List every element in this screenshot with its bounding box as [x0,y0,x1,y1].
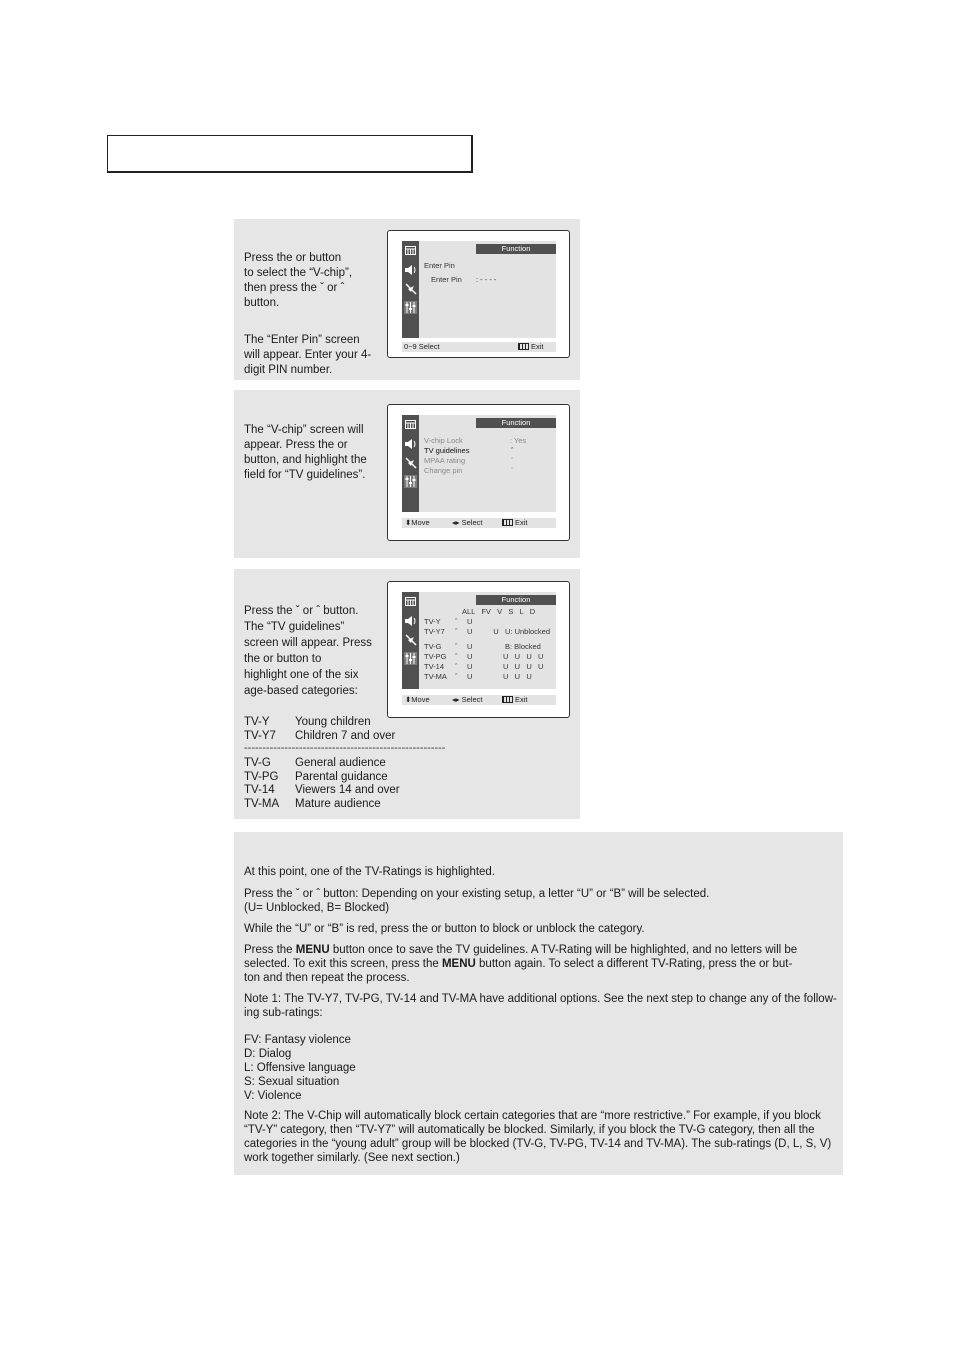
step-panel-rating-details [234,832,843,1175]
rating-row-label[interactable]: TV-Y7 [424,627,445,636]
text-line: age-based categories: [244,685,358,697]
text-span: button once to save the TV guidelines. A TV-Rating will be highlighted, and no letters will be [329,944,798,956]
footer-exit-hint [502,518,528,528]
rating-row-cells[interactable]: U [467,642,473,651]
osd-header: Function [476,418,556,428]
text-line: Note 2: The V-Chip will automatically block certain categories that are “more restrictive.” For example, if you block [244,1110,821,1122]
text-line: Press the ˇ or ˆ button: Depending on your existing setup, a letter “U” or “B” will be selected. [244,888,710,900]
text-line: Press the or button [244,252,342,264]
menu-icon [502,696,513,703]
paragraph [244,887,839,915]
rating-row-label[interactable]: TV-PG [424,652,447,661]
rating-row-arrow: ˆ [455,652,458,661]
setup-icon [404,475,417,488]
footer-move-hint [405,695,430,705]
osd-sidebar [402,592,419,689]
menu-item-vchip-lock[interactable]: V-chip Lock [424,436,463,445]
channel-icon [404,282,417,295]
leftright-icon: ◂▸ [452,695,460,704]
category-row [244,716,371,730]
category-row [244,784,400,798]
text-line: work together similarly. (See next section.) [244,1152,460,1164]
osd-footer [402,518,556,528]
step-panel-vchip [234,390,580,558]
sound-icon [404,614,417,627]
rating-row-label[interactable]: TV-Y [424,617,441,626]
category-desc: Children 7 and over [295,730,396,742]
setup-icon [404,301,417,314]
menu-item-change-pin[interactable]: Change pin [424,466,463,475]
text-line: will appear. Enter your 4- [244,349,372,361]
note2-paragraph [244,1109,839,1165]
move-label: Move [411,695,430,704]
text-line [244,957,839,971]
submenu-arrow: ˆ [511,466,514,475]
category-desc: General audience [295,757,386,769]
text-line: ing sub-ratings: [244,1007,323,1019]
category-row [244,771,388,785]
rating-row-cells[interactable]: U [467,617,473,626]
exit-label: Exit [515,695,528,704]
category-separator: ------------------------------------------------------- [244,742,446,754]
pin-label: Enter Pin [431,275,462,284]
paragraph: While the “U” or “B” is red, press the or button to block or unblock the category. [244,923,645,935]
list-item: V: Violence [244,1090,302,1102]
list-item: S: Sexual situation [244,1076,340,1088]
footer-select-hint [452,518,482,528]
sound-icon [404,263,417,276]
rating-row-cells[interactable]: U U [467,627,499,636]
menu-item-mpaa-rating[interactable]: MPAA rating [424,456,466,465]
paragraph [244,992,839,1020]
text-line: then press the ˇ or ˆ [244,282,345,294]
osd-menu [402,592,556,689]
updown-icon: ⬍ [405,518,412,527]
picture-icon [404,418,417,431]
footer-select-hint [452,695,482,705]
paragraph: At this point, one of the TV-Ratings is highlighted. [244,866,496,878]
category-desc: Young children [295,716,371,728]
rating-row-arrow: ˆ [455,617,458,626]
step3-instructions [244,603,372,699]
menu-icon [502,519,513,526]
rating-row-arrow: ˆ [455,642,458,651]
menu-key-label: MENU [295,944,330,956]
category-code: TV-MA [244,798,280,810]
osd-footer [402,342,556,352]
osd-footer [402,695,556,705]
osd-sidebar [402,241,419,338]
channel-icon [404,633,417,646]
text-line: digit PIN number. [244,364,333,376]
rating-row-label[interactable]: TV-14 [424,662,445,671]
updown-icon: ⬍ [405,695,412,704]
list-item: FV: Fantasy violence [244,1034,351,1046]
select-label: Select [461,518,483,527]
paragraph [244,943,839,985]
category-row [244,798,381,812]
text-line: (U= Unblocked, B= Blocked) [244,902,390,914]
rating-row-arrow: ˆ [455,672,458,681]
tv-screen-enter-pin [387,230,570,358]
category-desc: Viewers 14 and over [295,784,400,796]
list-item: D: Dialog [244,1048,292,1060]
osd-menu [402,241,556,338]
footer-exit-hint [518,342,544,352]
category-row [244,757,386,771]
legend-blocked: B: Blocked [505,642,541,651]
text-line: highlight one of the six [244,669,359,681]
text-line: appear. Press the or [244,439,348,451]
footer-select-hint: 0~9 Select [404,342,440,351]
step1-instructions [244,251,352,311]
step2-instructions [244,423,367,483]
text-line: “TV-Y” category, then “TV-Y7” will automatically be blocked. Similarly, if you block the TV-G category, then all the [244,1124,815,1136]
text-line: ton and then repeat the process. [244,972,410,984]
footer-exit-hint [502,695,528,705]
text-line: The “V-chip” screen will [244,424,364,436]
footer-move-hint [405,518,430,528]
text-line: categories in the “young adult” group will be blocked (TV-G, TV-PG, TV-14 and TV-MA). The sub-ratings (D, L, S, V) [244,1138,832,1150]
category-code: TV-G [244,757,271,769]
osd-menu [402,415,556,512]
select-label: Select [461,695,483,704]
osd-header: Function [476,595,556,605]
text-line: The “TV guidelines” [244,621,345,633]
text-line: Note 1: The TV-Y7, TV-PG, TV-14 and TV-MA have additional options. See the next step to change any of the follow- [244,993,837,1005]
rating-sub-cells[interactable]: U U U [503,672,532,681]
osd-title: Enter Pin [424,261,455,270]
text-span: button again. To select a different TV-Rating, press the or but- [475,958,793,970]
step-panel-enter-pin [234,219,580,380]
leftright-icon: ◂▸ [452,518,460,527]
text-line: screen will appear. Press [244,637,372,649]
menu-key-label: MENU [441,958,476,970]
category-code: TV-14 [244,784,275,796]
setup-icon [404,652,417,665]
picture-icon [404,595,417,608]
section-title-box [107,135,473,173]
text-line: to select the “V-chip”, [244,267,353,279]
exit-label: Exit [515,518,528,527]
text-line: button, and highlight the [244,454,367,466]
text-line: button. [244,297,280,309]
rating-row-cells[interactable]: U [467,652,473,661]
submenu-arrow: ˆ [511,446,514,455]
osd-sidebar [402,415,419,512]
sound-icon [404,437,417,450]
submenu-arrow: ˆ [511,456,514,465]
list-item: L: Offensive language [244,1062,356,1074]
text-span: Press the [244,944,296,956]
text-line: The “Enter Pin” screen [244,334,360,346]
legend-unblocked: U: Unblocked [505,627,551,636]
category-code: TV-Y7 [244,730,276,742]
rating-row-cells[interactable]: U [467,672,473,681]
text-line: the or button to [244,653,322,665]
step-panel-tv-guidelines [234,569,580,819]
category-desc: Parental guidance [295,771,388,783]
osd-header: Function [476,244,556,254]
text-span: selected. To exit this screen, press the [244,958,442,970]
tv-screen-vchip [387,404,570,541]
vchip-lock-value: : Yes [510,436,527,445]
category-desc: Mature audience [295,798,381,810]
category-code: TV-Y [244,716,270,728]
pin-field[interactable]: : - - - - [476,275,497,284]
rating-row-label[interactable]: TV-MA [424,672,447,681]
rating-row-label[interactable]: TV-G [424,642,442,651]
menu-item-tv-guidelines[interactable]: TV guidelines [424,446,470,455]
text-line: Press the ˇ or ˆ button. [244,605,359,617]
subratings-list [244,1033,839,1103]
rating-row-arrow: ˆ [455,662,458,671]
text-line: field for “TV guidelines”. [244,469,366,481]
category-code: TV-PG [244,771,279,783]
step1-pin-note [244,333,371,378]
menu-icon [518,343,529,350]
picture-icon [404,244,417,257]
rating-row-cells[interactable]: U [467,662,473,671]
rating-sub-cells[interactable]: U U U U [503,652,544,661]
channel-icon [404,456,417,469]
rating-columns-header: ALL FV V S L D [462,607,536,616]
rating-row-arrow: ˆ [455,627,458,636]
rating-sub-cells[interactable]: U U U U [503,662,544,671]
tv-screen-guidelines [387,581,570,718]
move-label: Move [411,518,430,527]
exit-label: Exit [531,342,544,351]
text-line [244,943,839,957]
